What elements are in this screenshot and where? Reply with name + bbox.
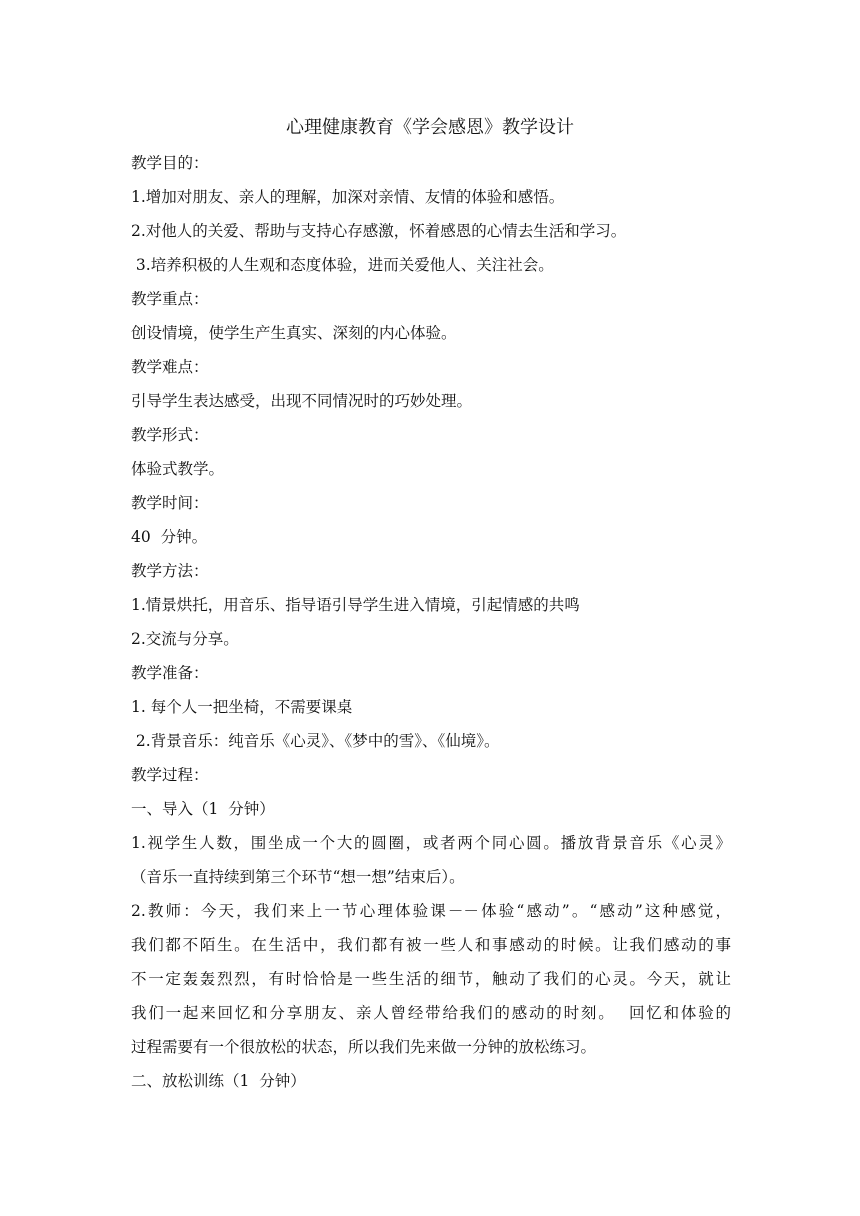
preparation-item-2: 2.背景音乐：纯音乐《心灵》、《梦中的雪》、《仙境》。 <box>131 732 500 750</box>
goal-item-1: 1.增加对朋友、亲人的理解，加深对亲情、友情的体验和感悟。 <box>131 188 565 206</box>
teaching-time-text: 40 分钟。 <box>131 528 208 546</box>
key-points-text: 创设情境，使学生产生真实、深刻的内心体验。 <box>131 324 457 342</box>
section-heading-intro: 一、导入（1 分钟） <box>131 800 275 818</box>
heading-teaching-methods: 教学方法： <box>131 562 209 580</box>
difficulties-text: 引导学生表达感受，出现不同情况时的巧妙处理。 <box>131 392 473 410</box>
intro-paragraph-2-line-2: 我们都不陌生。在生活中，我们都有被一些人和事感动的时候。让我们感动的事 <box>131 936 731 954</box>
goal-item-2: 2.对他人的关爱、帮助与支持心存感激，怀着感恩的心情去生活和学习。 <box>131 222 627 240</box>
document-title: 心理健康教育《学会感恩》教学设计 <box>286 117 574 138</box>
heading-preparation: 教学准备： <box>131 664 209 682</box>
heading-teaching-form: 教学形式： <box>131 426 209 444</box>
intro-paragraph-1-line-1: 1.视学生人数，围坐成一个大的圆圈，或者两个同心圆。播放背景音乐《心灵》 <box>131 834 731 852</box>
method-item-2: 2.交流与分享。 <box>131 630 239 648</box>
heading-key-points: 教学重点： <box>131 290 209 308</box>
intro-paragraph-2-line-4: 我们一起来回忆和分享朋友、亲人曾经带给我们的感动的时刻。 回忆和体验的 <box>131 1004 731 1022</box>
intro-paragraph-1-line-2: （音乐一直持续到第三个环节“想一想”结束后）。 <box>131 868 465 886</box>
intro-paragraph-2-line-5: 过程需要有一个很放松的状态，所以我们先来做一分钟的放松练习。 <box>131 1038 597 1056</box>
preparation-item-1: 1. 每个人一把坐椅，不需要课桌 <box>131 698 353 716</box>
intro-paragraph-2-line-1: 2.教师：今天，我们来上一节心理体验课－－体验“感动”。“感动”这种感觉， <box>131 902 731 920</box>
heading-teaching-process: 教学过程： <box>131 766 209 784</box>
section-heading-relaxation: 二、放松训练（1 分钟） <box>131 1072 306 1090</box>
heading-teaching-goals: 教学目的： <box>131 154 209 172</box>
method-item-1: 1.情景烘托，用音乐、指导语引导学生进入情境，引起情感的共鸣 <box>131 596 580 614</box>
intro-paragraph-2-line-3: 不一定轰轰烈烈，有时恰恰是一些生活的细节，触动了我们的心灵。今天，就让 <box>131 970 731 988</box>
heading-difficulties: 教学难点： <box>131 358 209 376</box>
goal-item-3: 3.培养积极的人生观和态度体验，进而关爱他人、关注社会。 <box>131 256 554 274</box>
teaching-form-text: 体验式教学。 <box>131 460 225 478</box>
heading-teaching-time: 教学时间： <box>131 494 209 512</box>
